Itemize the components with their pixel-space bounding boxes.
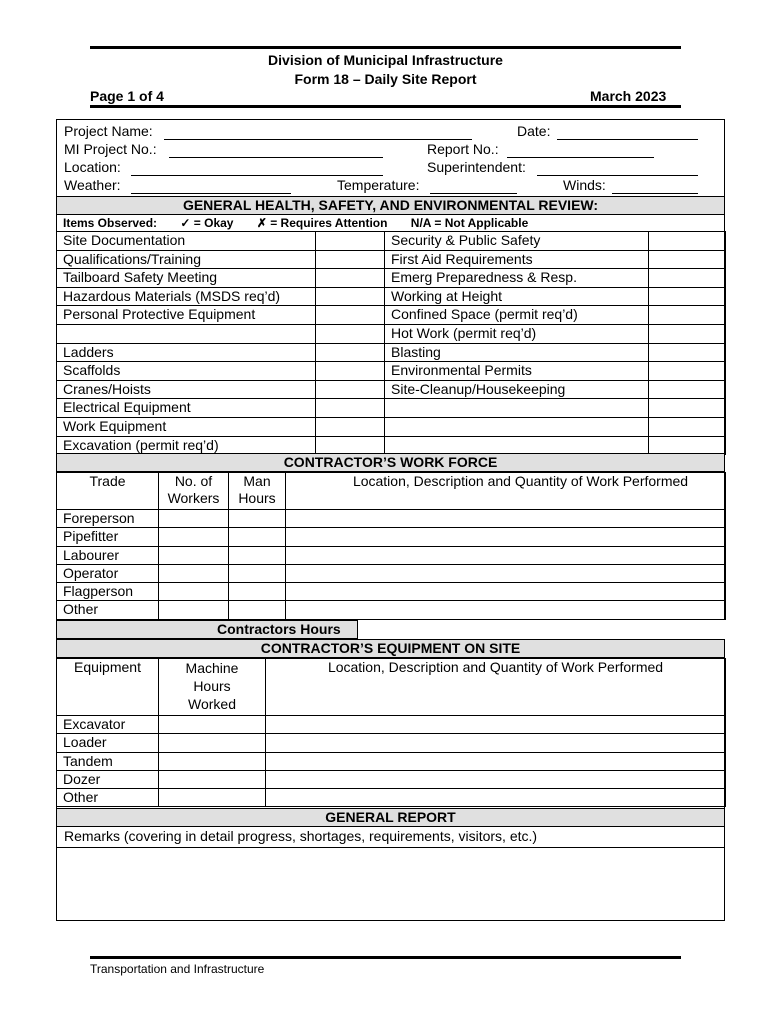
health-check-left[interactable] bbox=[316, 380, 385, 399]
trade-row bbox=[57, 546, 726, 564]
superintendent-label: Superintendent: bbox=[427, 159, 526, 175]
location-field[interactable] bbox=[131, 175, 383, 176]
trade-name: Operator bbox=[57, 564, 159, 582]
health-item-right: Security & Public Safety bbox=[385, 232, 649, 251]
col-equipment-description: Location, Description and Quantity of Work Performed bbox=[266, 659, 726, 716]
health-check-right[interactable] bbox=[649, 250, 726, 269]
health-item-right bbox=[385, 436, 649, 455]
health-safety-heading: GENERAL HEALTH, SAFETY, AND ENVIRONMENTAL REVIEW: bbox=[57, 196, 724, 215]
report-no-field[interactable] bbox=[507, 157, 654, 158]
health-check-right[interactable] bbox=[649, 362, 726, 381]
trade-row bbox=[57, 510, 726, 528]
trade-name: Flagperson bbox=[57, 583, 159, 601]
winds-field[interactable] bbox=[612, 193, 698, 194]
date-field[interactable] bbox=[557, 139, 698, 140]
health-row bbox=[57, 399, 726, 418]
equipment-row bbox=[57, 734, 726, 752]
health-check-left[interactable] bbox=[316, 287, 385, 306]
mi-project-label: MI Project No.: bbox=[64, 141, 157, 157]
health-check-left[interactable] bbox=[316, 343, 385, 362]
health-check-right[interactable] bbox=[649, 399, 726, 418]
trade-name: Labourer bbox=[57, 546, 159, 564]
trade-workers[interactable] bbox=[159, 564, 229, 582]
health-item-left: Hazardous Materials (MSDS req’d) bbox=[57, 287, 316, 306]
general-report-heading: GENERAL REPORT bbox=[57, 808, 724, 827]
health-row bbox=[57, 324, 726, 343]
contractors-hours-label: Contractors Hours bbox=[217, 621, 341, 637]
health-item-left: Tailboard Safety Meeting bbox=[57, 269, 316, 288]
remarks-label: Remarks (covering in detail progress, shortages, requirements, visitors, etc.) bbox=[64, 828, 538, 844]
health-item-left: Work Equipment bbox=[57, 417, 316, 436]
health-item-right: Emerg Preparedness & Resp. bbox=[385, 269, 649, 288]
equipment-work-description[interactable] bbox=[266, 734, 726, 752]
trade-row bbox=[57, 583, 726, 601]
equipment-machine-hours[interactable] bbox=[159, 789, 266, 807]
header-bottom-rule bbox=[90, 105, 681, 108]
header-top-rule bbox=[90, 46, 681, 49]
trade-work-description[interactable] bbox=[286, 564, 726, 582]
health-check-right[interactable] bbox=[649, 436, 726, 455]
equipment-row bbox=[57, 716, 726, 734]
report-no-label: Report No.: bbox=[427, 141, 499, 157]
equipment-machine-hours[interactable] bbox=[159, 734, 266, 752]
trade-man-hours[interactable] bbox=[229, 528, 286, 546]
equipment-row bbox=[57, 789, 726, 807]
trade-work-description[interactable] bbox=[286, 583, 726, 601]
health-item-right: Environmental Permits bbox=[385, 362, 649, 381]
health-item-right: Hot Work (permit req’d) bbox=[385, 324, 649, 343]
health-check-right[interactable] bbox=[649, 343, 726, 362]
health-item-left: Qualifications/Training bbox=[57, 250, 316, 269]
health-item-right bbox=[385, 417, 649, 436]
health-item-right: Blasting bbox=[385, 343, 649, 362]
legend bbox=[63, 216, 548, 230]
health-check-left[interactable] bbox=[316, 399, 385, 418]
health-check-right[interactable] bbox=[649, 306, 726, 325]
health-row bbox=[57, 232, 726, 251]
daily-site-report-form bbox=[56, 119, 725, 921]
health-check-left[interactable] bbox=[316, 306, 385, 325]
equipment-row bbox=[57, 770, 726, 788]
weather-field[interactable] bbox=[131, 193, 291, 194]
health-item-left: Electrical Equipment bbox=[57, 399, 316, 418]
legend-na: N/A = Not Applicable bbox=[410, 216, 529, 230]
trade-row bbox=[57, 528, 726, 546]
health-item-left: Personal Protective Equipment bbox=[57, 306, 316, 325]
temperature-field[interactable] bbox=[430, 193, 517, 194]
health-safety-table bbox=[56, 231, 726, 455]
health-row bbox=[57, 436, 726, 455]
work-force-table bbox=[56, 472, 726, 620]
trade-workers[interactable] bbox=[159, 510, 229, 528]
footer-rule bbox=[90, 956, 681, 959]
equipment-work-description[interactable] bbox=[266, 770, 726, 788]
col-equipment: Equipment bbox=[57, 659, 159, 716]
contractors-hours-row bbox=[57, 620, 724, 639]
health-item-left bbox=[57, 324, 316, 343]
project-name-label: Project Name: bbox=[64, 123, 153, 139]
trade-row bbox=[57, 601, 726, 619]
trade-name: Other bbox=[57, 601, 159, 619]
col-work-description: Location, Description and Quantity of Work Performed bbox=[286, 473, 726, 510]
health-check-right[interactable] bbox=[649, 324, 726, 343]
work-force-heading: CONTRACTOR’S WORK FORCE bbox=[57, 453, 724, 472]
equipment-name: Other bbox=[57, 789, 159, 807]
health-item-left: Excavation (permit req’d) bbox=[57, 436, 316, 455]
project-name-field[interactable] bbox=[164, 139, 472, 140]
temperature-label: Temperature: bbox=[337, 177, 420, 193]
health-check-left[interactable] bbox=[316, 250, 385, 269]
trade-workers[interactable] bbox=[159, 546, 229, 564]
col-workers: No. of Workers bbox=[159, 473, 229, 510]
equipment-work-description[interactable] bbox=[266, 789, 726, 807]
location-label: Location: bbox=[64, 159, 121, 175]
legend-attention: ✗ = Requires Attention bbox=[256, 216, 388, 230]
health-check-left[interactable] bbox=[316, 417, 385, 436]
form-title: Division of Municipal Infrastructure bbox=[268, 52, 503, 68]
health-item-right: Confined Space (permit req’d) bbox=[385, 306, 649, 325]
health-check-right[interactable] bbox=[649, 380, 726, 399]
trade-workers[interactable] bbox=[159, 601, 229, 619]
weather-label: Weather: bbox=[64, 177, 121, 193]
trade-man-hours[interactable] bbox=[229, 546, 286, 564]
equipment-machine-hours[interactable] bbox=[159, 752, 266, 770]
health-check-right[interactable] bbox=[649, 287, 726, 306]
equipment-name: Loader bbox=[57, 734, 159, 752]
equipment-machine-hours[interactable] bbox=[159, 770, 266, 788]
health-check-right[interactable] bbox=[649, 232, 726, 251]
equipment-name: Dozer bbox=[57, 770, 159, 788]
health-row bbox=[57, 417, 726, 436]
trade-workers[interactable] bbox=[159, 583, 229, 601]
equipment-machine-hours[interactable] bbox=[159, 716, 266, 734]
legend-okay: ✓ = Okay bbox=[180, 216, 234, 230]
trade-man-hours[interactable] bbox=[229, 564, 286, 582]
health-check-left[interactable] bbox=[316, 436, 385, 455]
health-item-right bbox=[385, 399, 649, 418]
health-item-left: Cranes/Hoists bbox=[57, 380, 316, 399]
health-row bbox=[57, 250, 726, 269]
trade-work-description[interactable] bbox=[286, 546, 726, 564]
health-check-right[interactable] bbox=[649, 417, 726, 436]
col-man-hours: Man Hours bbox=[229, 473, 286, 510]
health-row bbox=[57, 343, 726, 362]
date-label: Date: bbox=[517, 123, 551, 139]
trade-man-hours[interactable] bbox=[229, 601, 286, 619]
col-machine-hours: Machine Hours Worked bbox=[159, 659, 266, 716]
equipment-heading: CONTRACTOR’S EQUIPMENT ON SITE bbox=[57, 639, 724, 658]
remarks-textarea[interactable] bbox=[57, 847, 724, 920]
trade-work-description[interactable] bbox=[286, 601, 726, 619]
equipment-name: Tandem bbox=[57, 752, 159, 770]
trade-row bbox=[57, 564, 726, 582]
health-item-left: Site Documentation bbox=[57, 232, 316, 251]
trade-workers[interactable] bbox=[159, 528, 229, 546]
health-row bbox=[57, 362, 726, 381]
health-check-left[interactable] bbox=[316, 269, 385, 288]
trade-work-description[interactable] bbox=[286, 528, 726, 546]
health-row bbox=[57, 269, 726, 288]
trade-work-description[interactable] bbox=[286, 510, 726, 528]
health-item-right: Site-Cleanup/Housekeeping bbox=[385, 380, 649, 399]
equipment-name: Excavator bbox=[57, 716, 159, 734]
health-row bbox=[57, 287, 726, 306]
trade-name: Pipefitter bbox=[57, 528, 159, 546]
form-date: March 2023 bbox=[590, 88, 667, 104]
health-row bbox=[57, 306, 726, 325]
mi-project-field[interactable] bbox=[169, 157, 383, 158]
trade-man-hours[interactable] bbox=[229, 583, 286, 601]
health-item-left: Ladders bbox=[57, 343, 316, 362]
trade-name: Foreperson bbox=[57, 510, 159, 528]
winds-label: Winds: bbox=[563, 177, 606, 193]
equipment-row bbox=[57, 752, 726, 770]
superintendent-field[interactable] bbox=[537, 175, 698, 176]
trade-man-hours[interactable] bbox=[229, 510, 286, 528]
legend-items-observed: Items Observed: bbox=[63, 216, 158, 230]
health-check-left[interactable] bbox=[316, 232, 385, 251]
contractors-hours-value[interactable] bbox=[357, 620, 726, 639]
health-check-left[interactable] bbox=[316, 324, 385, 343]
page-number: Page 1 of 4 bbox=[90, 88, 164, 104]
health-item-left: Scaffolds bbox=[57, 362, 316, 381]
health-item-right: Working at Height bbox=[385, 287, 649, 306]
form-subtitle: Form 18 – Daily Site Report bbox=[294, 71, 477, 87]
health-item-right: First Aid Requirements bbox=[385, 250, 649, 269]
health-check-right[interactable] bbox=[649, 269, 726, 288]
equipment-work-description[interactable] bbox=[266, 716, 726, 734]
health-row bbox=[57, 380, 726, 399]
col-trade: Trade bbox=[57, 473, 159, 510]
footer-text: Transportation and Infrastructure bbox=[90, 962, 265, 976]
equipment-table bbox=[56, 658, 726, 807]
health-check-left[interactable] bbox=[316, 362, 385, 381]
equipment-work-description[interactable] bbox=[266, 752, 726, 770]
